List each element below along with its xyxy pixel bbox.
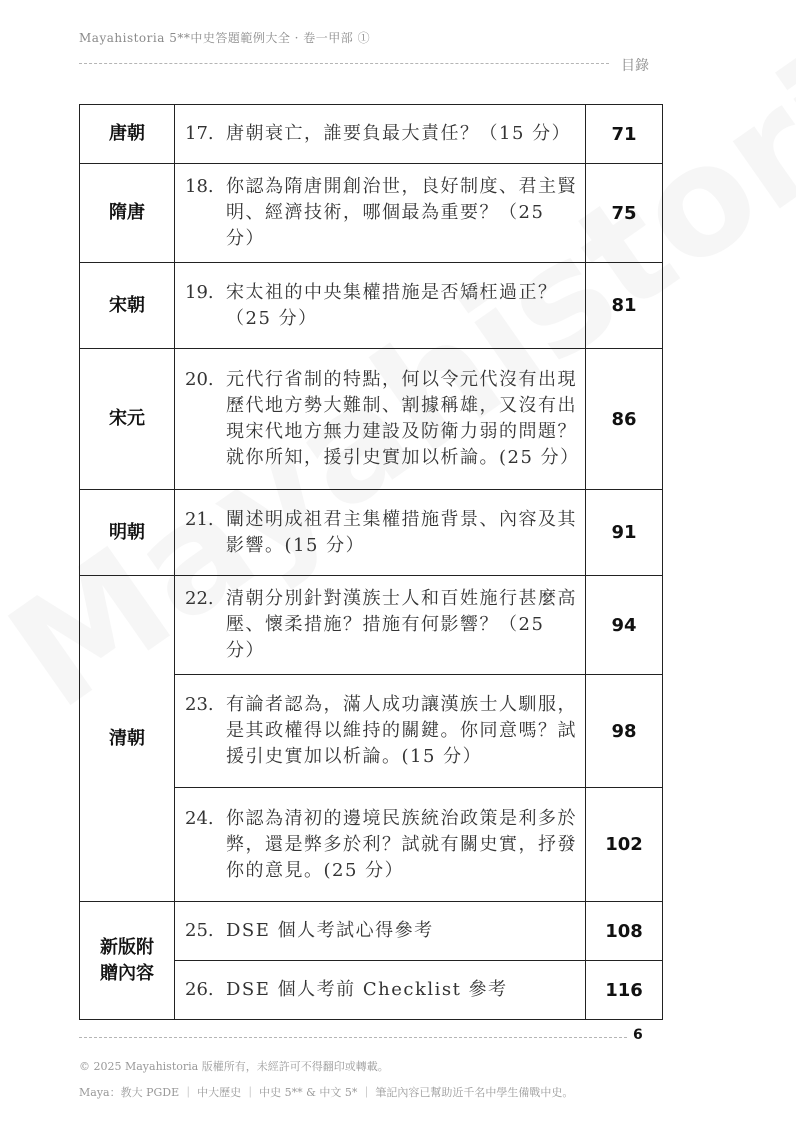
toc-row[interactable] (80, 902, 663, 961)
question-cell (175, 675, 586, 788)
toc-row[interactable] (80, 349, 663, 490)
page-number-cell[interactable]: 75 (586, 164, 663, 263)
page-number-cell[interactable]: 81 (586, 263, 663, 349)
question-number: 26. (185, 979, 214, 1000)
question-cell (175, 105, 586, 164)
question-text[interactable]: 宋太祖的中央集權措施是否矯枉過正？（25 分） (226, 281, 558, 329)
page-number-cell[interactable]: 108 (586, 902, 663, 961)
dynasty-cell: 宋朝 (80, 263, 175, 349)
dynasty-cell: 唐朝 (80, 105, 175, 164)
page-number-cell[interactable]: 71 (586, 105, 663, 164)
question-cell (175, 961, 586, 1020)
question-number: 20. (185, 369, 214, 390)
book-title: Mayahistoria 5**中史答題範例大全 · 卷一甲部 ① (79, 31, 371, 45)
toc-row[interactable] (80, 263, 663, 349)
toc-row[interactable] (80, 490, 663, 576)
question-text[interactable]: 清朝分別針對漢族士人和百姓施行甚麼高壓、懷柔措施？措施有何影響？（25 分） (226, 588, 577, 661)
page-number-cell[interactable]: 86 (586, 349, 663, 490)
question-number: 21. (185, 508, 214, 530)
page-number-cell[interactable]: 94 (586, 576, 663, 675)
dynasty-cell: 明朝 (80, 490, 175, 576)
question-number: 24. (185, 807, 214, 829)
question-number: 23. (185, 694, 214, 715)
question-text[interactable]: 有論者認為，滿人成功讓漢族士人馴服，是其政權得以維持的關鍵。你同意嗎？試援引史實加以析論。(15 分） (226, 694, 577, 767)
toc-row[interactable] (80, 105, 663, 164)
author-bio: Maya：教大 PGDE ｜ 中大歷史 ｜ 中史 5** & 中文 5* ｜ 筆記內容已幫助近千名中學生備戰中史。 (79, 1086, 574, 1099)
toc-row[interactable] (80, 576, 663, 675)
question-number: 25. (185, 920, 214, 941)
question-text[interactable]: 你認為隋唐開創治世，良好制度、君主賢明、經濟技術，哪個最為重要？（25 分） (226, 176, 577, 249)
question-cell (175, 902, 586, 961)
copyright-notice: © 2025 Mayahistoria 版權所有，未經許可不得翻印或轉載。 (79, 1060, 389, 1073)
section-label: 目錄 (621, 58, 649, 74)
question-cell (175, 164, 586, 263)
question-text[interactable]: DSE 個人考前 Checklist 參考 (226, 979, 508, 1000)
page-number-cell[interactable]: 98 (586, 675, 663, 788)
question-cell (175, 576, 586, 675)
dynasty-cell: 隋唐 (80, 164, 175, 263)
page-number-cell[interactable]: 102 (586, 788, 663, 902)
question-number: 19. (185, 281, 214, 303)
question-number: 17. (185, 123, 214, 144)
question-number: 22. (185, 588, 214, 609)
dynasty-cell: 清朝 (80, 576, 175, 902)
page-number-cell[interactable]: 91 (586, 490, 663, 576)
question-text[interactable]: 唐朝衰亡，誰要負最大責任？（15 分） (226, 123, 572, 144)
question-cell (175, 349, 586, 490)
footer-divider (79, 1037, 627, 1038)
toc-table (79, 104, 663, 1020)
question-cell (175, 263, 586, 349)
page-number: 6 (633, 1027, 643, 1043)
question-text[interactable]: DSE 個人考試心得參考 (226, 920, 434, 941)
toc-row[interactable] (80, 164, 663, 263)
dynasty-cell: 宋元 (80, 349, 175, 490)
header-divider (79, 63, 609, 64)
question-cell (175, 490, 586, 576)
question-number: 18. (185, 176, 214, 197)
question-text[interactable]: 元代行省制的特點，何以令元代沒有出現歷代地方勢大難制、割據稱雄，又沒有出現宋代地方無力建設及防衛力弱的問題？就你所知，援引史實加以析論。(25 分） (226, 369, 580, 468)
page-number-cell[interactable]: 116 (586, 961, 663, 1020)
question-text[interactable]: 闡述明成祖君主集權措施背景、內容及其影響。(15 分） (226, 508, 577, 556)
dynasty-cell: 新版附贈內容 (80, 902, 175, 1020)
question-text[interactable]: 你認為清初的邊境民族統治政策是利多於弊，還是弊多於利？試就有關史實，抒發你的意見。(25 分） (226, 807, 577, 881)
question-cell (175, 788, 586, 902)
